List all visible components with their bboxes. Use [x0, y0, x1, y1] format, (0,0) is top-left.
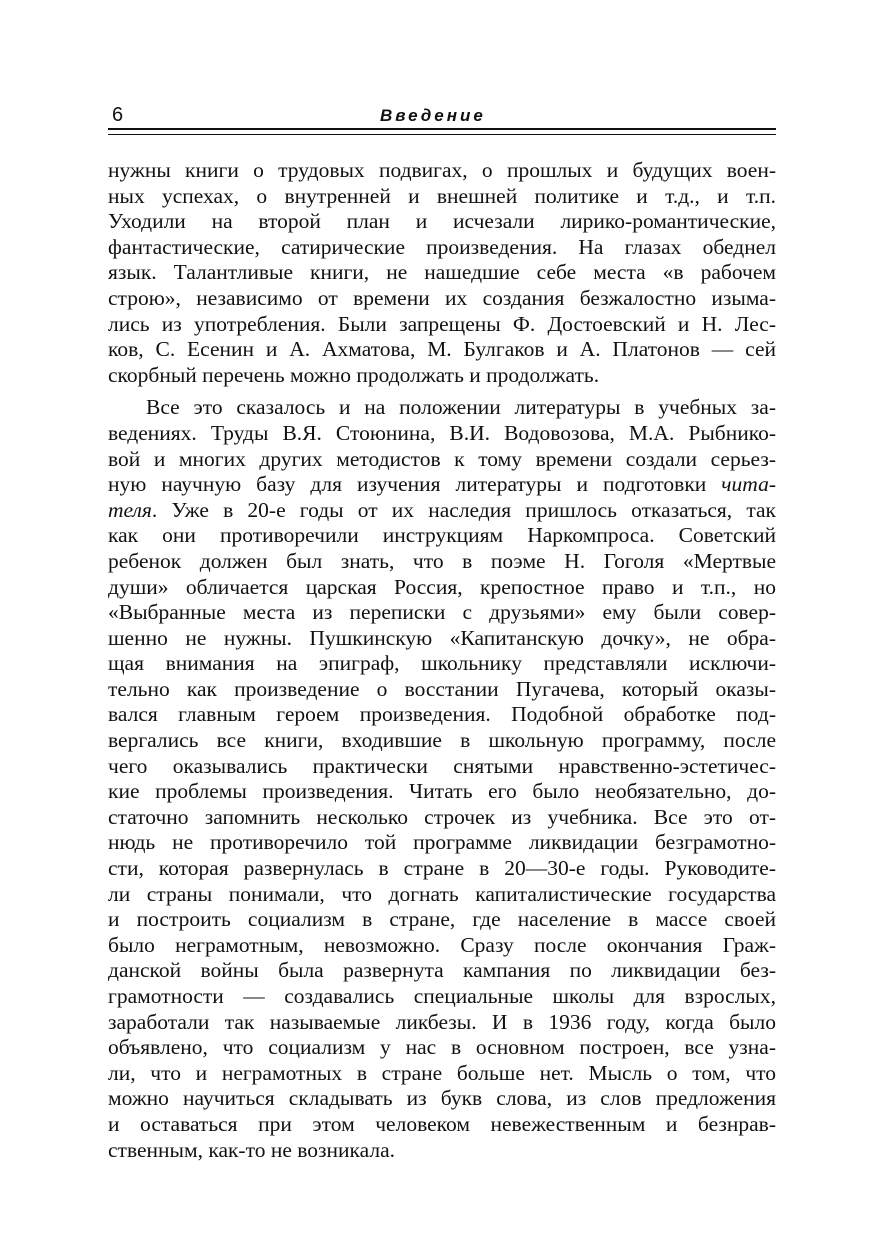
text-line: грамотности — создавались специальные школы для взрослых,: [108, 984, 776, 1008]
paragraph-1: [108, 158, 776, 388]
text-line: лись из употребления. Были запрещены Ф. Достоевский и Н. Лес-: [108, 311, 776, 336]
text-line: ребенок должен был знать, что в поэме Н. Гоголя «Мертвые: [108, 548, 776, 573]
text-line-mixed: [108, 472, 776, 498]
text-fragment: . Уже в 20-е годы от их наследия пришлось отказаться, так: [151, 497, 776, 522]
text-line: нюдь не противоречило той программе ликвидации безграмотно-: [108, 830, 776, 855]
text-line: язык. Талантливые книги, не нашедшие себе места «в рабочем: [108, 260, 776, 285]
text-line: ков, С. Есенин и А. Ахматова, М. Булгаков и А. Платонов — сей: [108, 337, 776, 362]
text-line: вался главным героем произведения. Подобной обработке под-: [108, 702, 776, 727]
running-header: [108, 104, 776, 126]
text-line: ли страны понимали, что догнать капиталистические государства: [108, 881, 776, 906]
text-line: души» обличается царская Россия, крепостное право и т.п., но: [108, 574, 776, 599]
running-title: Введение: [380, 106, 486, 125]
text-line: можно научиться складывать из букв слова, из слов предложения: [108, 1086, 776, 1111]
text-line: данской войны была развернута кампания по ликвидации без-: [108, 958, 776, 983]
header-rule-thin: [108, 134, 776, 135]
text-line: объявлено, что социализм у нас в основном построен, все узна-: [108, 1035, 776, 1060]
text-line: ственным, как-то не возникала.: [108, 1137, 396, 1162]
text-line: нужны книги о трудовых подвигах, о прошлых и будущих воен-: [108, 158, 776, 182]
paragraph-2: [108, 395, 776, 1163]
text-line: заработали так называемые ликбезы. И в 1936 году, когда было: [108, 1009, 776, 1034]
text-line-mixed: [108, 498, 776, 524]
text-line: было неграмотным, невозможно. Сразу после окончания Граж-: [108, 932, 776, 957]
text-line: Уходили на второй план и исчезали лирико-романтические,: [108, 209, 776, 234]
text-fragment: ную научную базу для изучения литературы и подготовки: [108, 472, 707, 497]
text-line: и оставаться при этом человеком невежественным и безнрав-: [108, 1111, 776, 1136]
text-line: как они противоречили инструкциям Наркомпроса. Советский: [108, 523, 776, 548]
text-line: ведениях. Труды В.Я. Стоюнина, В.И. Водовозова, М.А. Рыбнико-: [108, 420, 776, 445]
text-line: «Выбранные места из переписки с друзьями» ему были совер-: [108, 600, 776, 625]
text-line: сти, которая развернулась в стране в 20—30-е годы. Руководите-: [108, 856, 776, 881]
text-line: строю», независимо от времени их создания безжалостно изыма-: [108, 285, 776, 310]
text-line: вергались все книги, входившие в школьную программу, после: [108, 728, 776, 753]
text-line: тельно как произведение о восстании Пугачева, который оказы-: [108, 676, 776, 701]
text-line: и построить социализм в стране, где население в массе своей: [108, 907, 776, 932]
italic-fragment: теля: [108, 497, 152, 522]
text-line: чего оказывались практически снятыми нравственно-эстетичес-: [108, 753, 776, 778]
body-text: [108, 158, 776, 1163]
text-line: щая внимания на эпиграф, школьнику представляли исключи-: [108, 651, 776, 676]
italic-fragment: чита-: [721, 472, 776, 497]
text-line: вой и многих других методистов к тому времени создали серьез-: [108, 446, 776, 471]
text-line: кие проблемы произведения. Читать его было необязательно, до-: [108, 779, 776, 804]
page-number: 6: [112, 104, 124, 126]
text-line: Все это сказалось и на положении литературы в учебных за-: [146, 395, 776, 420]
text-line: статочно запомнить несколько строчек из учебника. Все это от-: [108, 804, 776, 829]
text-line: фантастические, сатирические произведения. На глазах обеднел: [108, 234, 776, 259]
text-line: шенно не нужны. Пушкинскую «Капитанскую дочку», не обра-: [108, 625, 776, 650]
header-rule-thick: [108, 128, 776, 130]
text-line: скорбный перечень можно продолжать и продолжать.: [108, 362, 600, 387]
text-line: ных успехах, о внутренней и внешней политике и т.д., и т.п.: [108, 183, 776, 208]
text-line: ли, что и неграмотных в стране больше нет. Мысль о том, что: [108, 1060, 776, 1085]
